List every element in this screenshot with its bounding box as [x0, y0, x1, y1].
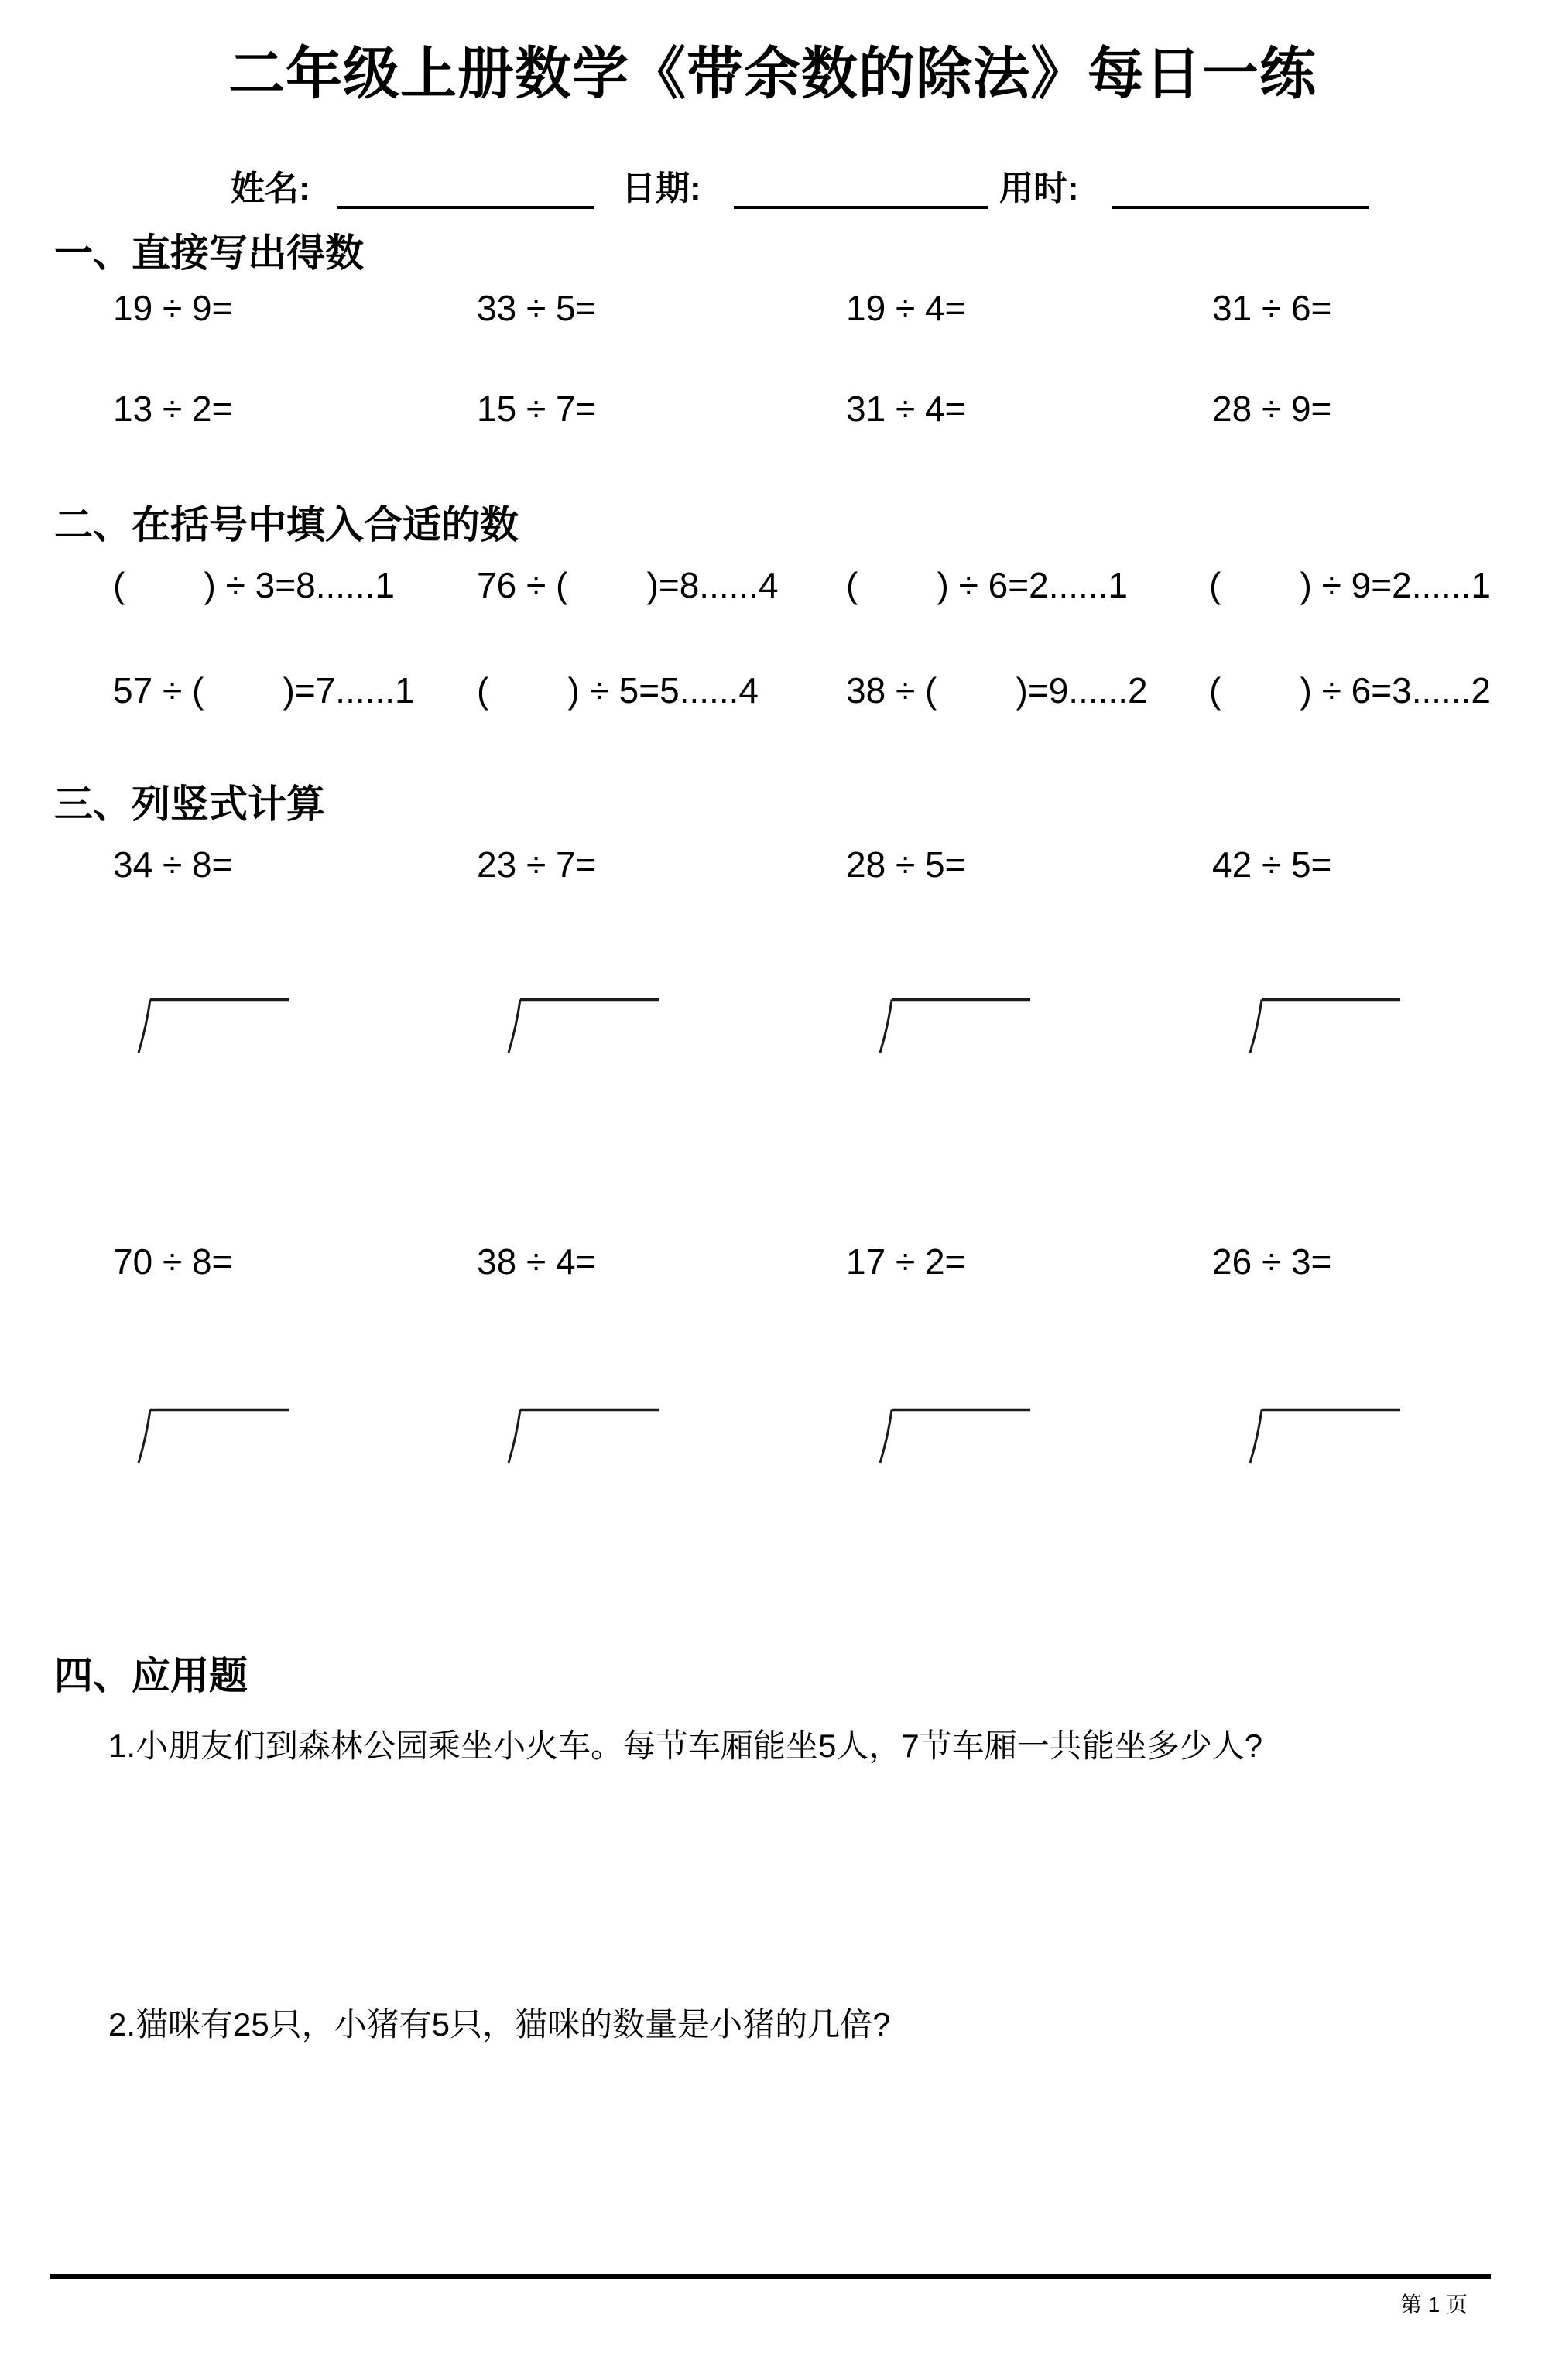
page-title: 二年级上册数学《带余数的除法》每日一练 — [228, 43, 1317, 105]
date-label: 日期: — [622, 170, 701, 207]
s1-problem: 31 ÷ 6= — [1212, 288, 1332, 328]
s2-problem: 57 ÷ ( )=7......1 — [113, 670, 415, 711]
section2-heading: 二、在括号中填入合适的数 — [54, 503, 519, 546]
footer-divider — [50, 2274, 1491, 2279]
section4-heading: 四、应用题 — [54, 1654, 248, 1697]
s1-problem: 33 ÷ 5= — [477, 288, 597, 328]
long-division-bracket — [507, 997, 662, 1056]
time-label: 用时: — [999, 170, 1079, 207]
s3-problem: 23 ÷ 7= — [477, 844, 597, 885]
page-number: 第 1 页 — [1399, 2293, 1468, 2317]
s3-problem: 70 ÷ 8= — [113, 1241, 233, 1282]
long-division-bracket — [1249, 997, 1403, 1056]
s3-problem: 17 ÷ 2= — [846, 1241, 966, 1282]
s2-problem: ( ) ÷ 3=8......1 — [113, 565, 395, 605]
s3-problem: 42 ÷ 5= — [1212, 844, 1332, 885]
word-problem-1: 1.小朋友们到森林公园乘坐小火车。每节车厢能坐5人，7节车厢一共能坐多少人? — [108, 1728, 1263, 1764]
s2-problem: ( ) ÷ 5=5......4 — [477, 670, 759, 711]
s2-problem: 38 ÷ ( )=9......2 — [846, 670, 1148, 711]
s1-problem: 31 ÷ 4= — [846, 389, 966, 429]
s2-problem: ( ) ÷ 6=2......1 — [846, 565, 1128, 605]
s3-problem: 26 ÷ 3= — [1212, 1241, 1332, 1282]
section1-heading: 一、直接写出得数 — [54, 231, 364, 275]
s2-problem: ( ) ÷ 9=2......1 — [1209, 565, 1491, 605]
s1-problem: 19 ÷ 4= — [846, 288, 966, 328]
s2-problem: 76 ÷ ( )=8......4 — [477, 565, 779, 605]
name-label: 姓名: — [231, 170, 310, 207]
s1-problem: 15 ÷ 7= — [477, 389, 597, 429]
s3-problem: 34 ÷ 8= — [113, 844, 233, 885]
s2-problem: ( ) ÷ 6=3......2 — [1209, 670, 1491, 711]
long-division-bracket — [879, 997, 1033, 1056]
s1-problem: 28 ÷ 9= — [1212, 389, 1332, 429]
long-division-bracket — [507, 1407, 662, 1466]
date-fill-line — [734, 206, 988, 209]
word-problem-2: 2.猫咪有25只，小猪有5只，猫咪的数量是小猪的几倍? — [108, 2006, 891, 2043]
time-fill-line — [1112, 206, 1369, 209]
long-division-bracket — [137, 997, 292, 1056]
s3-problem: 38 ÷ 4= — [477, 1241, 597, 1282]
section3-heading: 三、列竖式计算 — [54, 782, 325, 826]
s3-problem: 28 ÷ 5= — [846, 844, 966, 885]
s1-problem: 13 ÷ 2= — [113, 389, 233, 429]
name-fill-line — [337, 206, 594, 209]
long-division-bracket — [1249, 1407, 1403, 1466]
long-division-bracket — [137, 1407, 292, 1466]
long-division-bracket — [879, 1407, 1033, 1466]
s1-problem: 19 ÷ 9= — [113, 288, 233, 328]
